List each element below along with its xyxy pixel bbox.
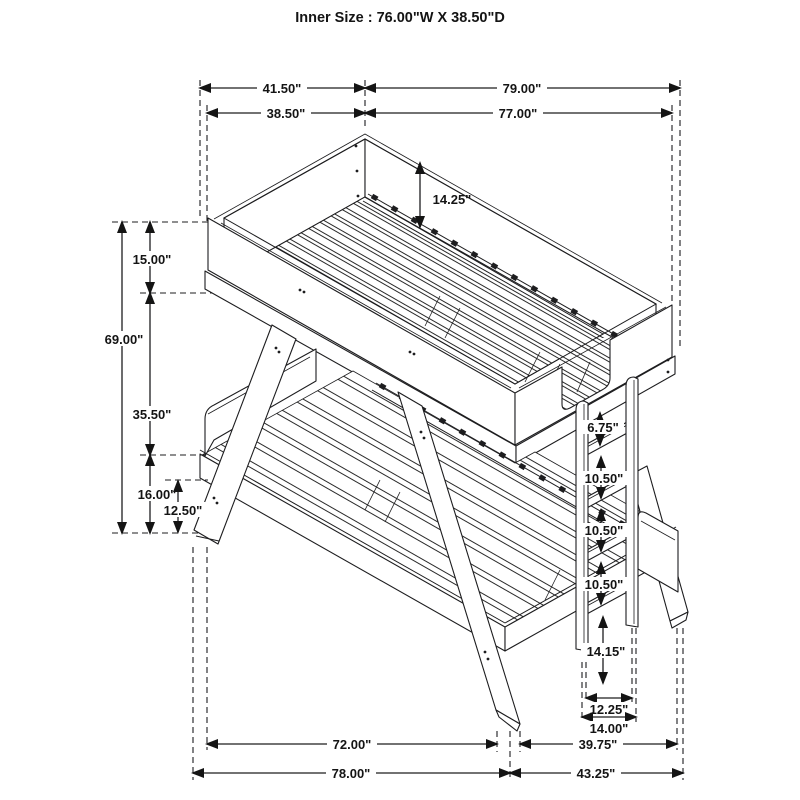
dim-label: 39.75" — [578, 737, 618, 752]
dim-label: 72.00" — [332, 737, 372, 752]
dim-label: 77.00" — [498, 106, 538, 121]
dim-label: 78.00" — [331, 766, 371, 781]
dim-label: 79.00" — [502, 81, 542, 96]
dim-label: 6.75" — [587, 420, 619, 435]
dim-label: 35.50" — [132, 407, 172, 422]
dim-label: 16.00" — [137, 487, 177, 502]
dim-label: 10.50" — [584, 523, 624, 538]
dim-label: 12.25" — [589, 702, 629, 717]
dim-label: 12.50" — [163, 503, 203, 518]
page-title: Inner Size : 76.00"W X 38.50"D — [295, 10, 505, 26]
dim-label: 38.50" — [266, 106, 306, 121]
dim-label: 14.15" — [586, 644, 626, 659]
dim-label: 41.50" — [262, 81, 302, 96]
dim-label: 14.25" — [432, 192, 472, 207]
dim-label: 14.00" — [589, 721, 629, 736]
dim-label: 43.25" — [576, 766, 616, 781]
dim-label: 10.50" — [584, 471, 624, 486]
dim-label: 10.50" — [584, 577, 624, 592]
dim-label: 15.00" — [132, 252, 172, 267]
dim-label: 69.00" — [104, 332, 144, 347]
